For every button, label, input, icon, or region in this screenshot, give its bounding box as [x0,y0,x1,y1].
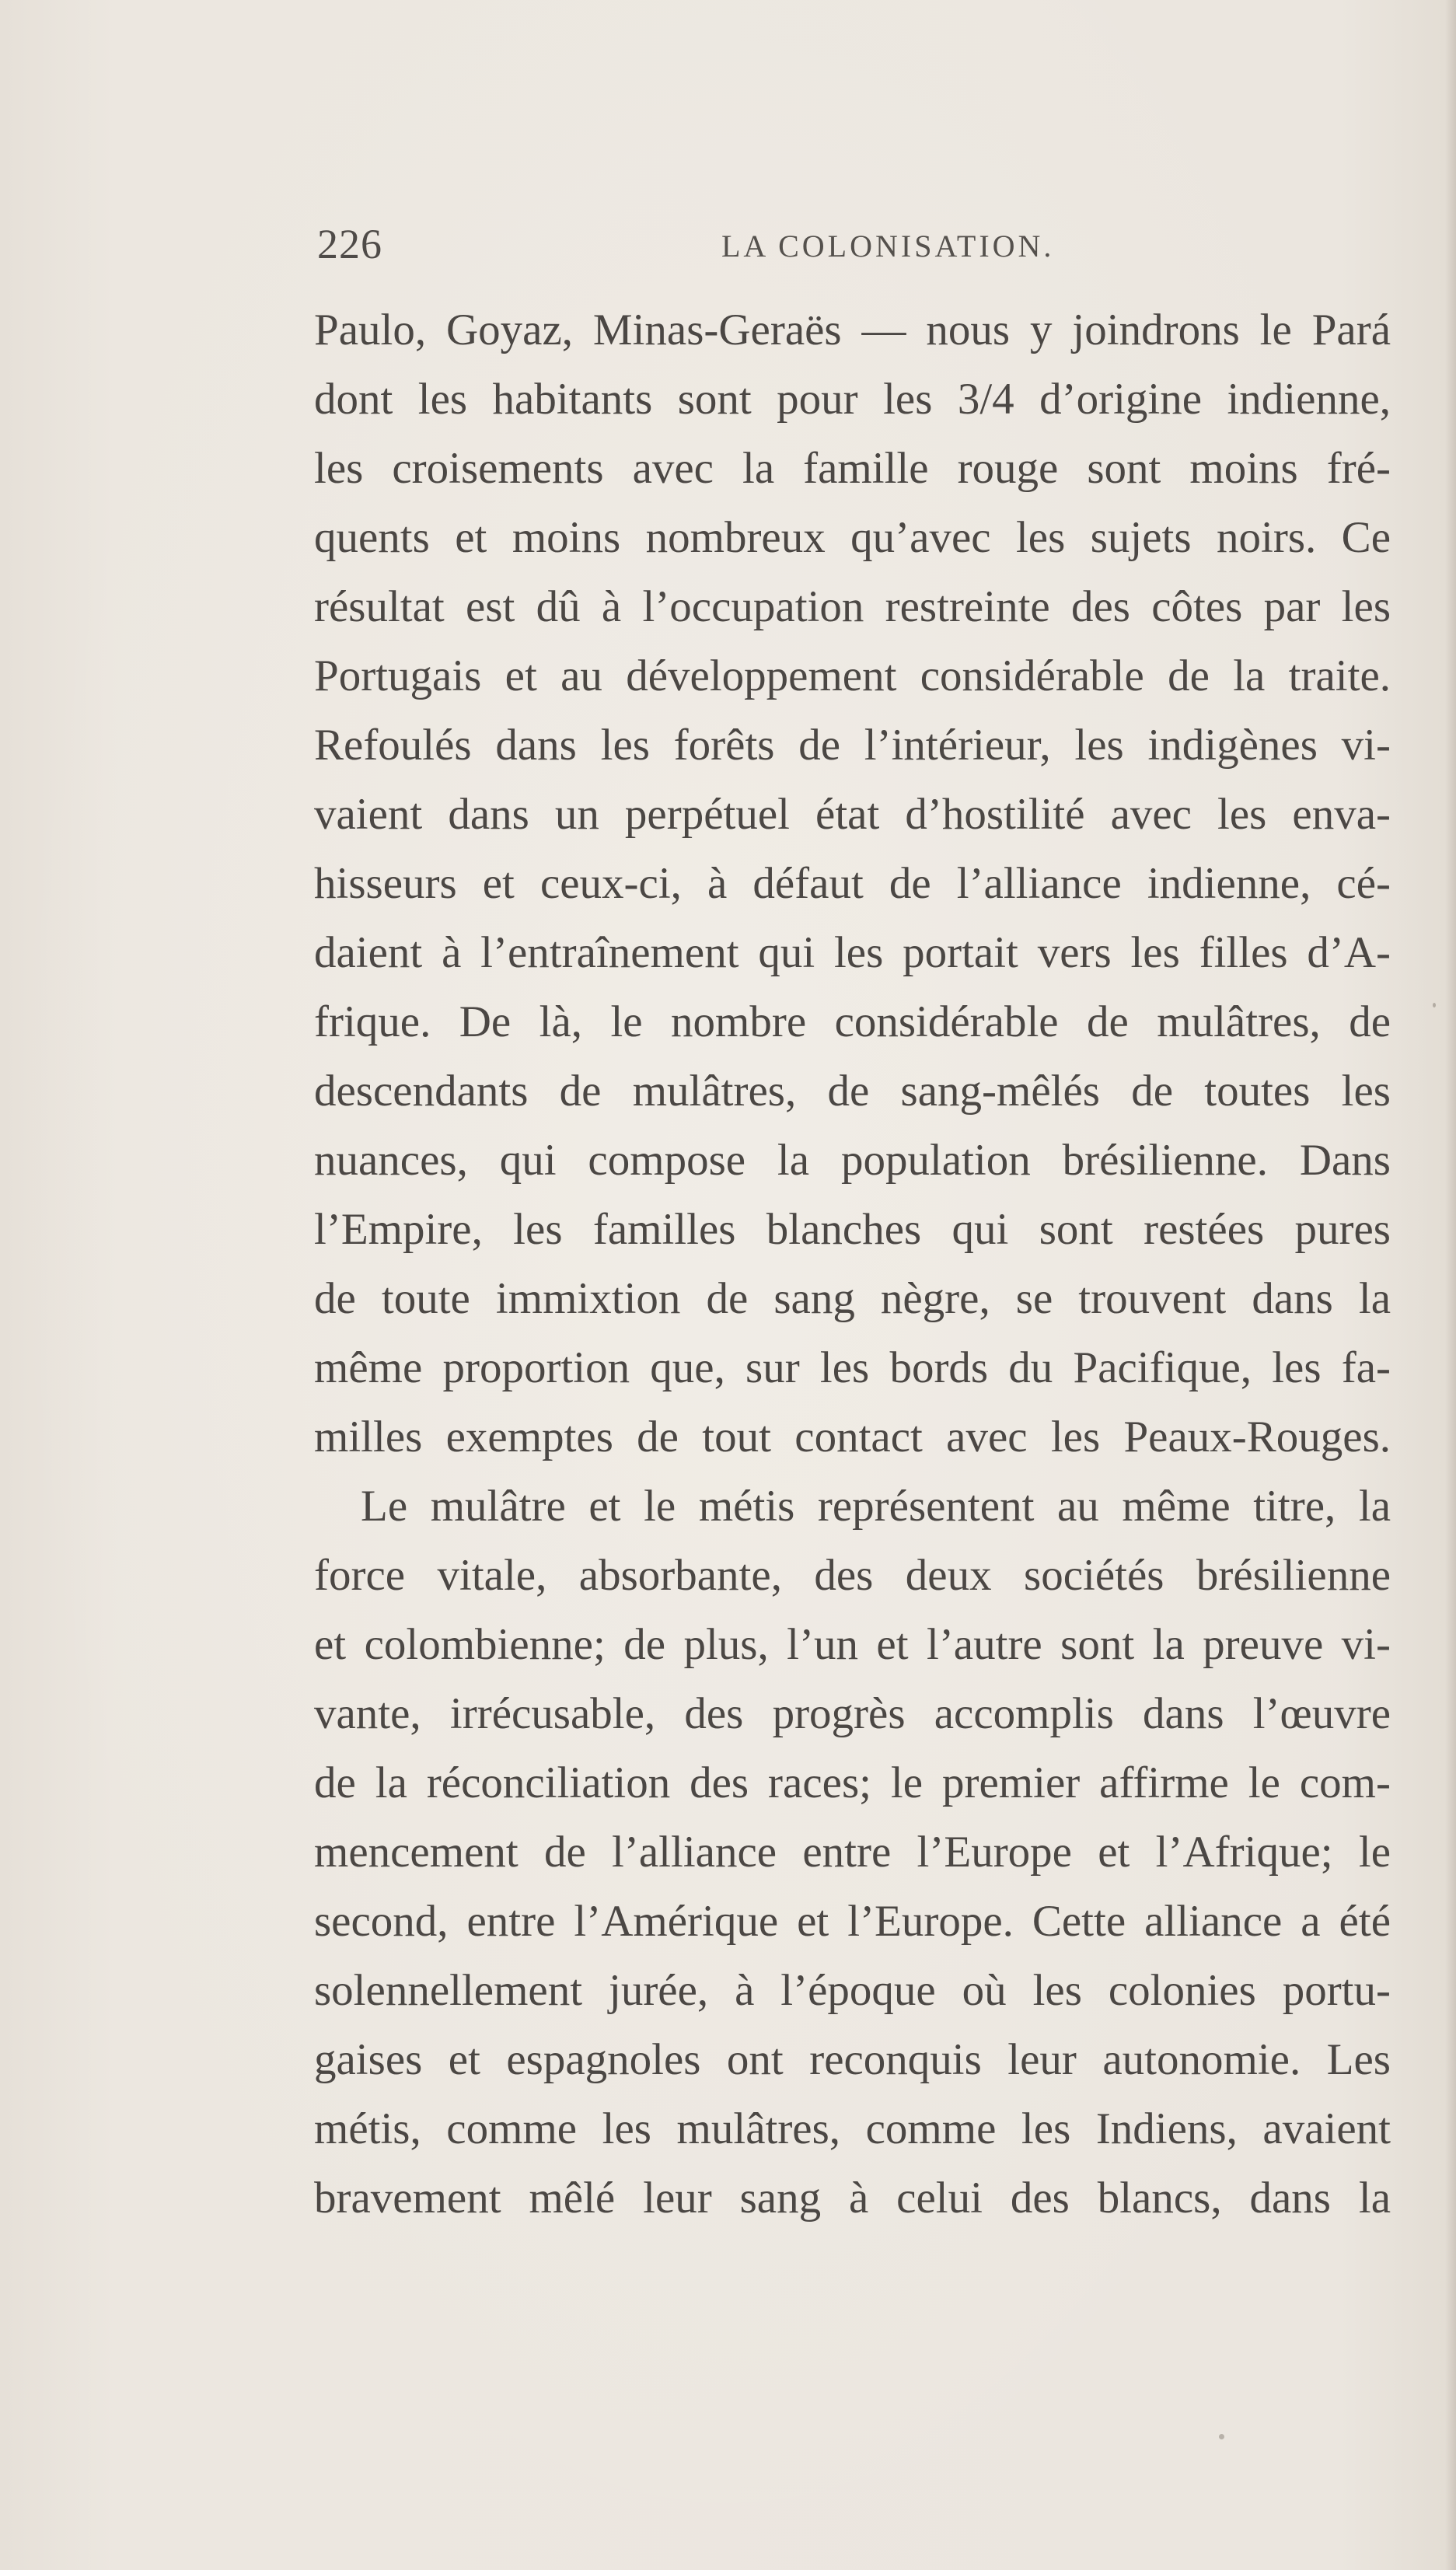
paragraph-start-line: Le mulâtre et le métis représentent au même titre, la [361,1482,1391,1531]
text-line: les croisements avec la famille rouge sont moins fré- [314,444,1391,493]
text-line: même proportion que, sur les bords du Pacifique, les fa- [314,1343,1391,1392]
text-line: mencement de l’alliance entre l’Europe et l’Afrique; le [314,1828,1391,1877]
page-number: 226 [317,221,382,267]
text-line: hisseurs et ceux-ci, à défaut de l’alliance indienne, cé- [314,859,1391,908]
text-line: quents et moins nombreux qu’avec les sujets noirs. Ce [314,513,1391,562]
page-edge-shadow [1445,0,1456,2570]
running-head: LA COLONISATION. [721,229,1055,264]
text-line: de la réconciliation des races; le premier affirme le com- [314,1758,1391,1807]
text-line: vante, irrécusable, des progrès accomplis dans l’œuvre [314,1689,1391,1738]
text-line: Paulo, Goyaz, Minas-Geraës — nous y joindrons le Pará [314,306,1391,354]
page-header [317,220,1390,282]
text-line: bravement mêlé leur sang à celui des blancs, dans la [314,2174,1391,2223]
text-line: Portugais et au développement considérable de la traite. [314,651,1391,700]
text-line: vaient dans un perpétuel état d’hostilité avec les enva- [314,790,1391,839]
text-line: Refoulés dans les forêts de l’intérieur, les indigènes vi- [314,721,1391,770]
paper-speck [1433,1003,1436,1007]
text-line: nuances, qui compose la population brésilienne. Dans [314,1136,1391,1185]
text-line: frique. De là, le nombre considérable de mulâtres, de [314,997,1391,1046]
text-line: de toute immixtion de sang nègre, se trouvent dans la [314,1274,1391,1323]
text-line: force vitale, absorbante, des deux sociétés brésilienne [314,1551,1391,1600]
text-line: et colombienne; de plus, l’un et l’autre sont la preuve vi- [314,1620,1391,1669]
text-line: gaises et espagnoles ont reconquis leur autonomie. Les [314,2035,1391,2084]
text-line: métis, comme les mulâtres, comme les Indiens, avaient [314,2104,1391,2153]
body-text [314,295,1391,2233]
text-line: l’Empire, les familles blanches qui sont restées pures [314,1205,1391,1254]
text-line: milles exemptes de tout contact avec les Peaux-Rouges. [314,1412,1391,1461]
text-line: résultat est dû à l’occupation restreinte des côtes par les [314,582,1391,631]
paper-speck [1219,2434,1224,2439]
text-line: descendants de mulâtres, de sang-mêlés de toutes les [314,1067,1391,1116]
text-line: second, entre l’Amérique et l’Europe. Cette alliance a été [314,1897,1391,1946]
text-line: dont les habitants sont pour les 3/4 d’origine indienne, [314,375,1391,424]
text-line: daient à l’entraînement qui les portait vers les filles d’A- [314,928,1391,977]
text-line: solennellement jurée, à l’époque où les colonies portu- [314,1966,1391,2015]
